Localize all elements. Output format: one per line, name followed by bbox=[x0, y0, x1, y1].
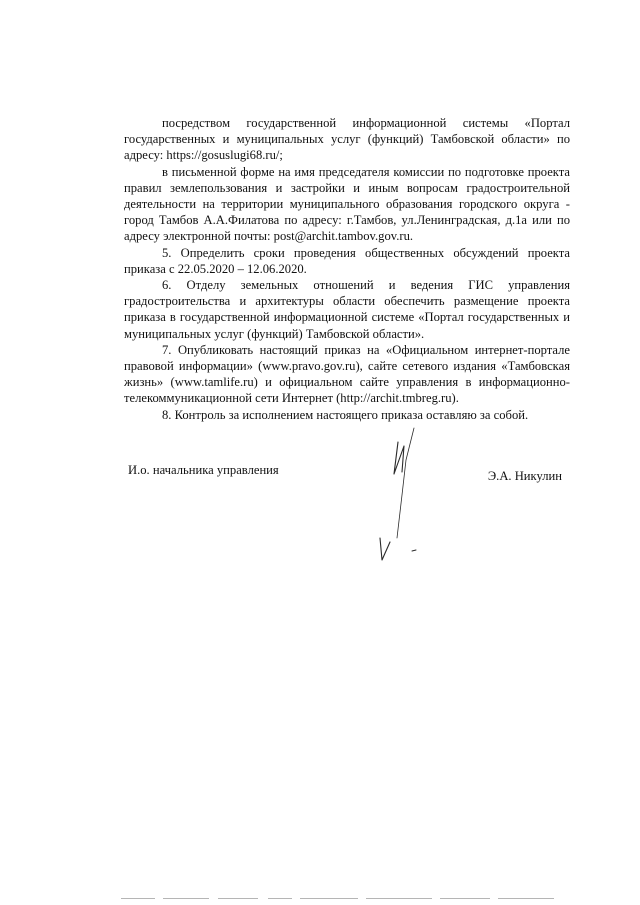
handwritten-signature bbox=[360, 420, 440, 570]
paragraph-item-8: 8. Контроль за исполнением настоящего приказа оставляю за собой. bbox=[162, 407, 529, 422]
document-body bbox=[124, 115, 570, 423]
signatory-title: И.о. начальника управления bbox=[128, 463, 279, 477]
signatory-name: Э.А. Никулин bbox=[487, 469, 562, 483]
paragraph-gosuslugi-portal: посредством государственной информационной системы «Портал государственных и муниципальных услуг (функций) Тамбовской области» по адресу: https://gosuslugi68.ru/; bbox=[124, 116, 570, 163]
scan-artifact-line bbox=[498, 898, 554, 899]
scan-artifact-line bbox=[121, 898, 155, 899]
scan-artifact-line bbox=[163, 898, 209, 899]
paragraph-item-6: 6. Отделу земельных отношений и ведения ГИС управления градостроительства и архитектуры области обеспечить размещение проекта приказа в государственной информационной системе «Портал государственных и муниципальных услуг (функций) Тамбовской области». bbox=[124, 278, 570, 341]
paragraph-item-7: 7. Опубликовать настоящий приказ на «Официальном интернет-портале правовой информации» (www.pravo.gov.ru), сайте сетевого издания «Тамбовская жизнь» (www.tamlife.ru) и официальном сайте управления в информационно-телекоммуникационной сети Интернет (http://archit.tmbreg.ru). bbox=[124, 342, 570, 406]
scan-artifact-line bbox=[268, 898, 292, 899]
signature-block bbox=[128, 463, 568, 483]
scan-artifact-line bbox=[366, 898, 432, 899]
paragraph-written-form: в письменной форме на имя председателя комиссии по подготовке проекта правил землепользования и застройки и иным вопросам градостроительной деятельности на территории муниципального образования городского округа - город Тамбов А.А.Филатова по адресу: г.Тамбов, ул.Ленинградская, д.1а или по адресу электронной почты: post@archit.tambov.gov.ru. bbox=[124, 164, 570, 244]
scan-artifact-line bbox=[300, 898, 358, 899]
scan-artifact-line bbox=[440, 898, 490, 899]
scan-artifact-line bbox=[218, 898, 258, 899]
paragraph-item-5: 5. Определить сроки проведения общественных обсуждений проекта приказа с 22.05.2020 – 12.06.2020. bbox=[124, 245, 570, 276]
